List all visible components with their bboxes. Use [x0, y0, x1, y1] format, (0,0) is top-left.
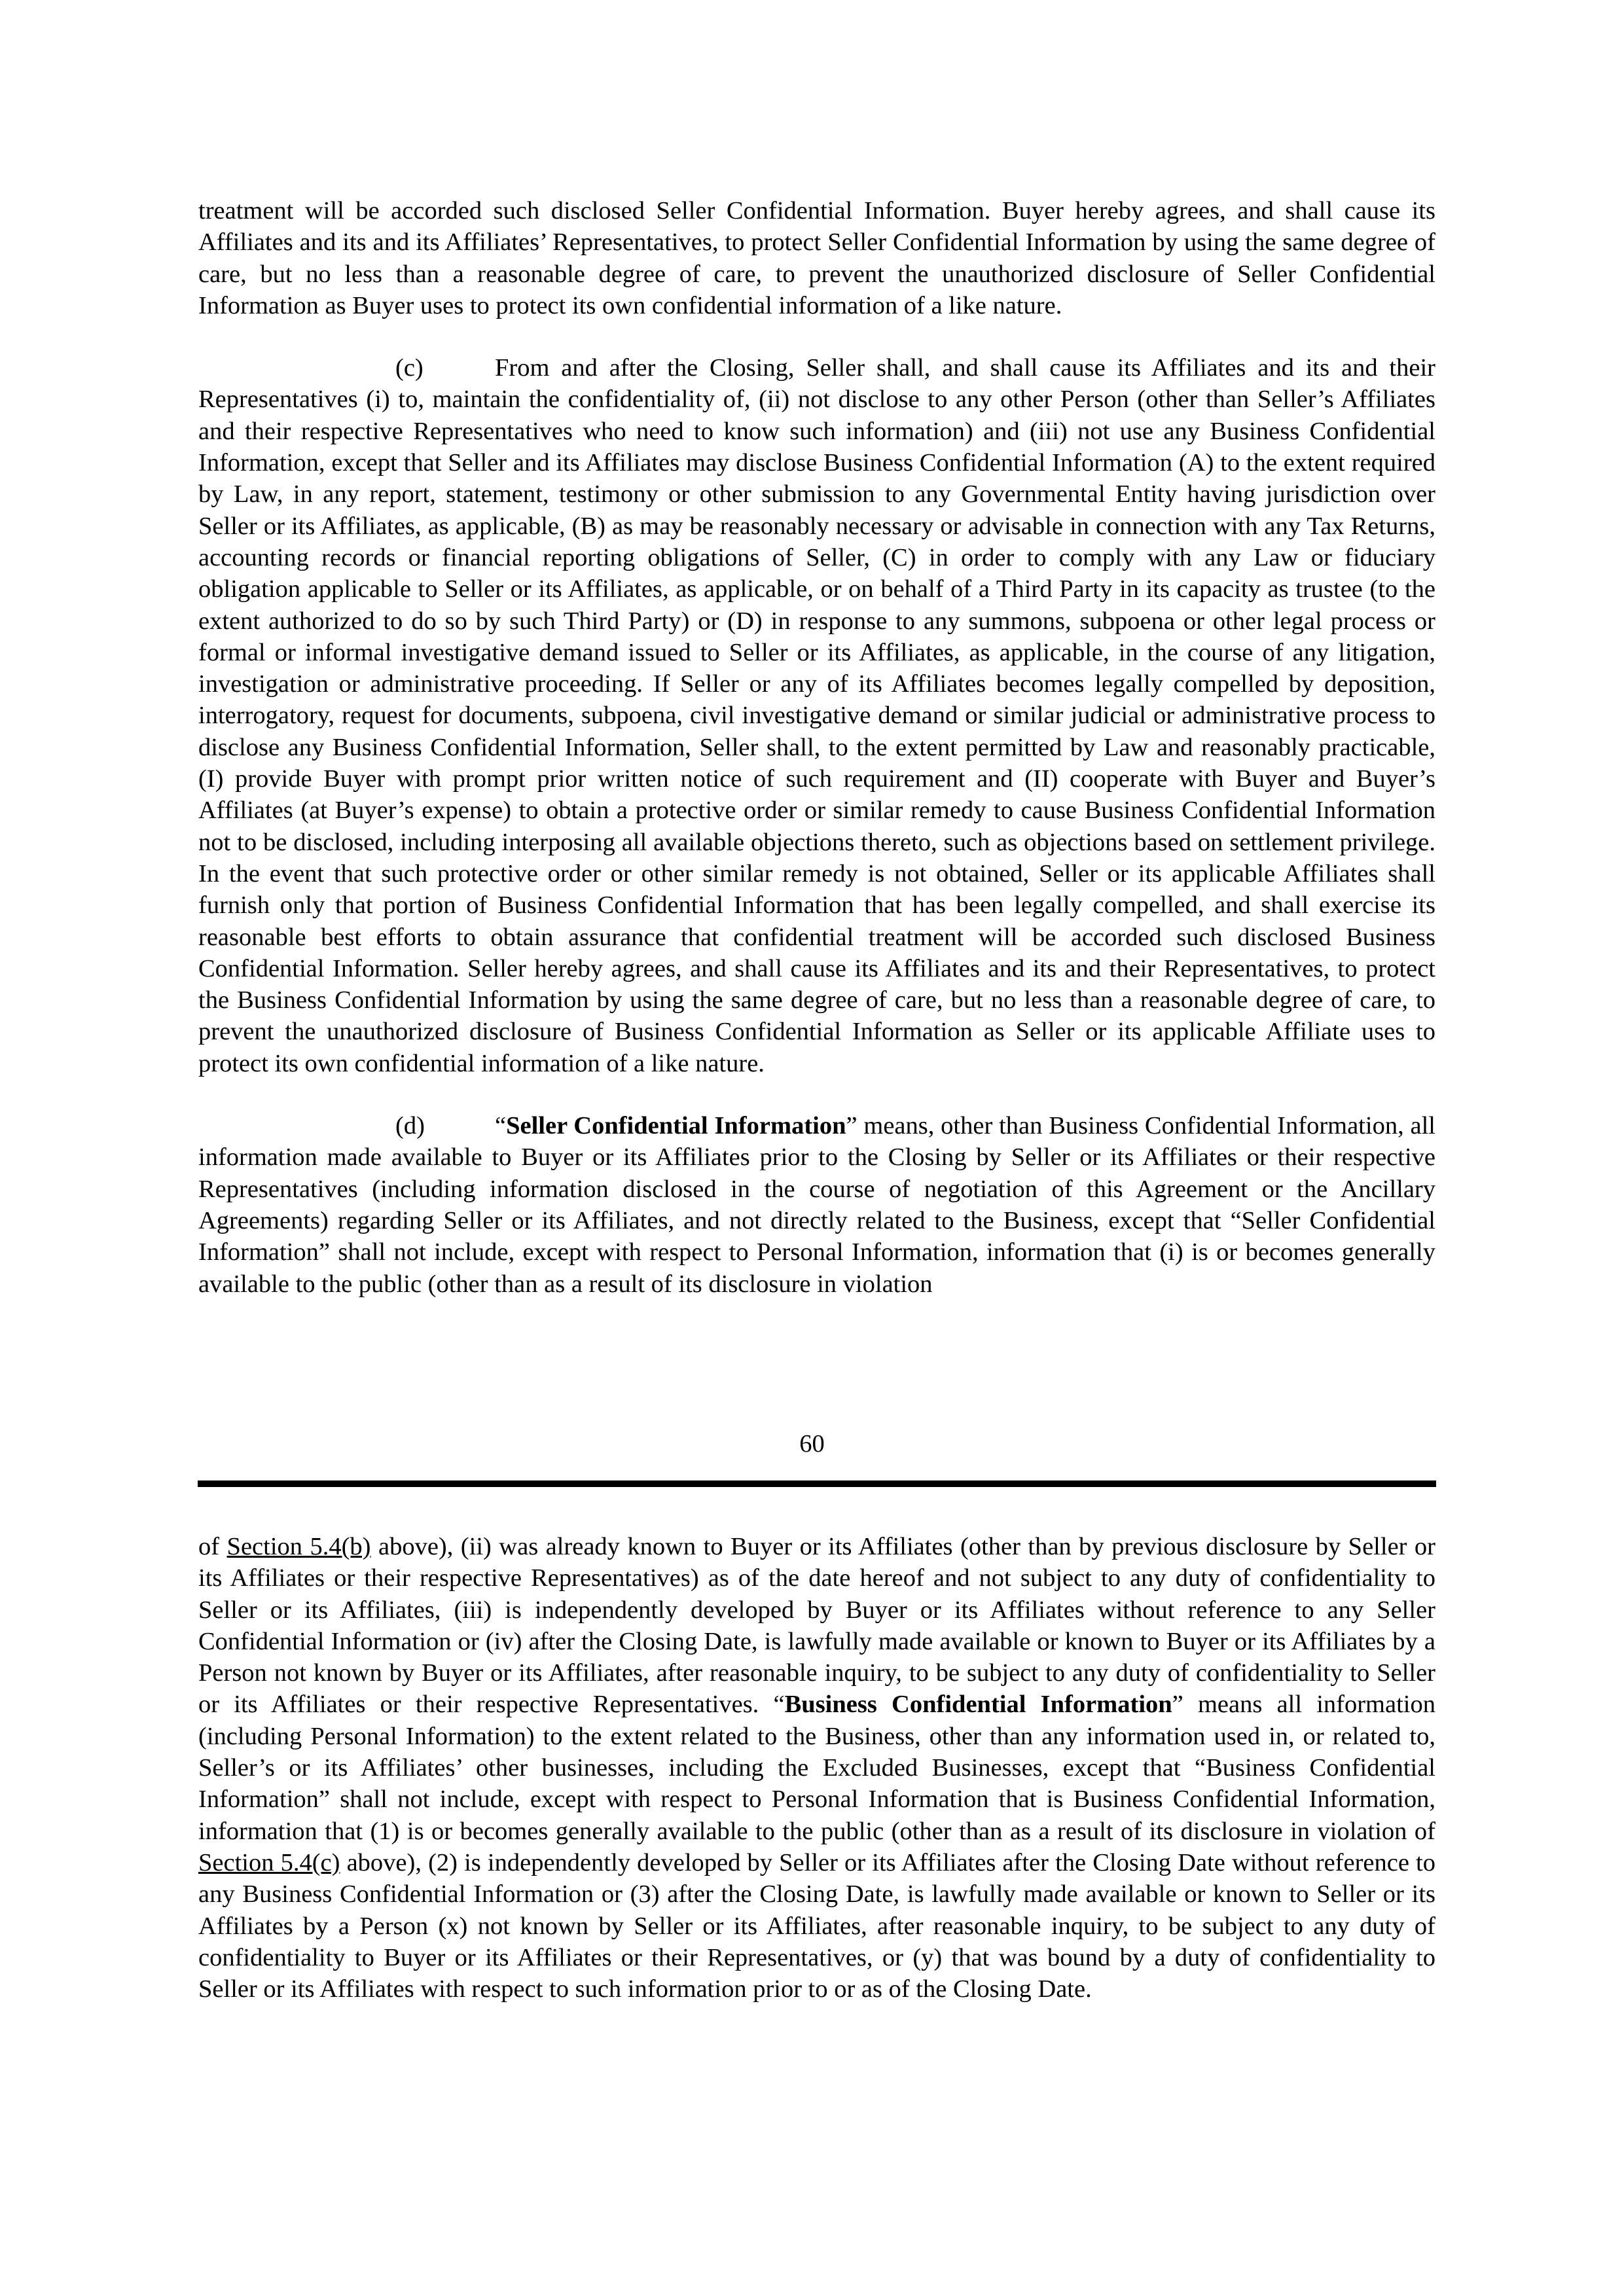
continuation-text-2: ” means all information (including Personal Information) to the extent related to the Business, other than any information used in, or related to, Seller’s or its Affiliates’ other businesses, including the Excluded Businesses, except that “Business Confidential Information” shall not include, except with respect to Personal Information that is Business Confidential Information, information that (1) is or becomes generally available to the public (other than as a result of its disclosure in violation of — [198, 1691, 1435, 1845]
section-c-paragraph — [198, 352, 1435, 1079]
section-d-text: ” means, other than Business Confidential Information, all information made available to Buyer or its Affiliates prior to the Closing by Seller or its Affiliates or their respective Representatives (including information disclosed in the course of negotiation of this Agreement or the Ancillary Agreements) regarding Seller or its Affiliates, and not directly related to the Business, except that “Seller Confidential Information” shall not include, except with respect to Personal Information, information that (i) is or becomes generally available to the public (other than as a result of its disclosure in violation — [198, 1112, 1435, 1298]
page-break-rule — [198, 1480, 1436, 1487]
section-d-continuation-paragraph — [198, 1531, 1435, 2005]
page-body-top — [198, 195, 1435, 1300]
continuation-lead-in: of — [198, 1533, 227, 1560]
section-c-text: From and after the Closing, Seller shall, and shall cause its Affiliates and its and their Representatives (i) to, maintain the confidentiality of, (ii) not disclose to any other Person (other than Seller’s Affiliates and their respective Representatives who need to know such information) and (iii) not use any Business Confidential Information, except that Seller and its Affiliates may disclose Business Confidential Information (A) to the extent required by Law, in any report, statement, testimony or other submission to any Governmental Entity having jurisdiction over Seller or its Affiliates, as applicable, (B) as may be reasonably necessary or advisable in connection with any Tax Returns, accounting records or financial reporting obligations of Seller, (C) in order to comply with any Law or fiduciary obligation applicable to Seller or its Affiliates, as applicable, or on behalf of a Third Party in its capacity as trustee (to the extent authorized to do so by such Third Party) or (D) in response to any summons, subpoena or other legal process or formal or informal investigative demand issued to Seller or its Affiliates, as applicable, in the course of any litigation, investigation or administrative proceeding. If Seller or any of its Affiliates becomes legally compelled by deposition, interrogatory, request for documents, subpoena, civil investigative demand or similar judicial or administrative process to disclose any Business Confidential Information, Seller shall, to the extent permitted by Law and reasonably practicable, (I) provide Buyer with prompt prior written notice of such requirement and (II) cooperate with Buyer and Buyer’s Affiliates (at Buyer’s expense) to obtain a protective order or similar remedy to cause Business Confidential Information not to be disclosed, including interposing all available objections thereto, such as objections based on settlement privilege. In the event that such protective order or other similar remedy is not obtained, Seller or its applicable Affiliates shall furnish only that portion of Business Confidential Information that has been legally compelled, and shall exercise its reasonable best efforts to obtain assurance that confidential treatment will be accorded such disclosed Business Confidential Information. Seller hereby agrees, and shall cause its Affiliates and its and their Representatives, to protect the Business Confidential Information by using the same degree of care, but no less than a reasonable degree of care, to prevent the unauthorized disclosure of Business Confidential Information as Seller or its applicable Affiliate uses to protect its own confidential information of a like nature. — [198, 354, 1435, 1077]
section-d-label: (d) — [395, 1112, 425, 1140]
section-5-4-b-reference: Section 5.4(b) — [226, 1533, 371, 1560]
paragraph-continuation — [198, 195, 1435, 321]
defined-term-business-confidential-information: Business Confidential Information — [784, 1691, 1172, 1719]
paragraph-continuation-text: treatment will be accorded such disclosed Seller Confidential Information. Buyer hereby agrees, and shall cause its Affiliates and its and its Affiliates’ Representatives, to protect Seller Confidential Information by using the same degree of care, but no less than a reasonable degree of care, to prevent the unauthorized disclosure of Seller Confidential Information as Buyer uses to protect its own confidential information of a like nature. — [198, 197, 1435, 319]
section-d-open-quote: “ — [495, 1112, 507, 1140]
page-number: 60 — [799, 1430, 825, 1458]
section-5-4-c-reference: Section 5.4(c) — [198, 1848, 340, 1876]
section-d-paragraph — [198, 1110, 1435, 1300]
continuation-text-3: above), (2) is independently developed by Seller or its Affiliates after the Closing Date without reference to any Business Confidential Information or (3) after the Closing Date, is lawfully made available or known to Seller or its Affiliates by a Person (x) not known by Seller or its Affiliates, after reasonable inquiry, to be subject to any duty of confidentiality to Buyer or its Affiliates or their Representatives, or (y) that was bound by a duty of confidentiality to Seller or its Affiliates with respect to such information prior to or as of the Closing Date. — [198, 1848, 1435, 2003]
section-c-label: (c) — [395, 354, 424, 382]
defined-term-seller-confidential-information: Seller Confidential Information — [506, 1112, 846, 1140]
page-body-bottom — [198, 1531, 1435, 2005]
continuation-text-1: above), (ii) was already known to Buyer or its Affiliates (other than by previous disclosure by Seller or its Affiliates or their respective Representatives) as of the date hereof and not subject to any duty of confidentiality to Seller or its Affiliates, (iii) is independently developed by Buyer or its Affiliates without reference to any Seller Confidential Information or (iv) after the Closing Date, is lawfully made available or known to Buyer or its Affiliates by a Person not known by Buyer or its Affiliates, after reasonable inquiry, to be subject to any duty of confidentiality to Seller or its Affiliates or their respective Representatives. “ — [198, 1533, 1436, 1719]
